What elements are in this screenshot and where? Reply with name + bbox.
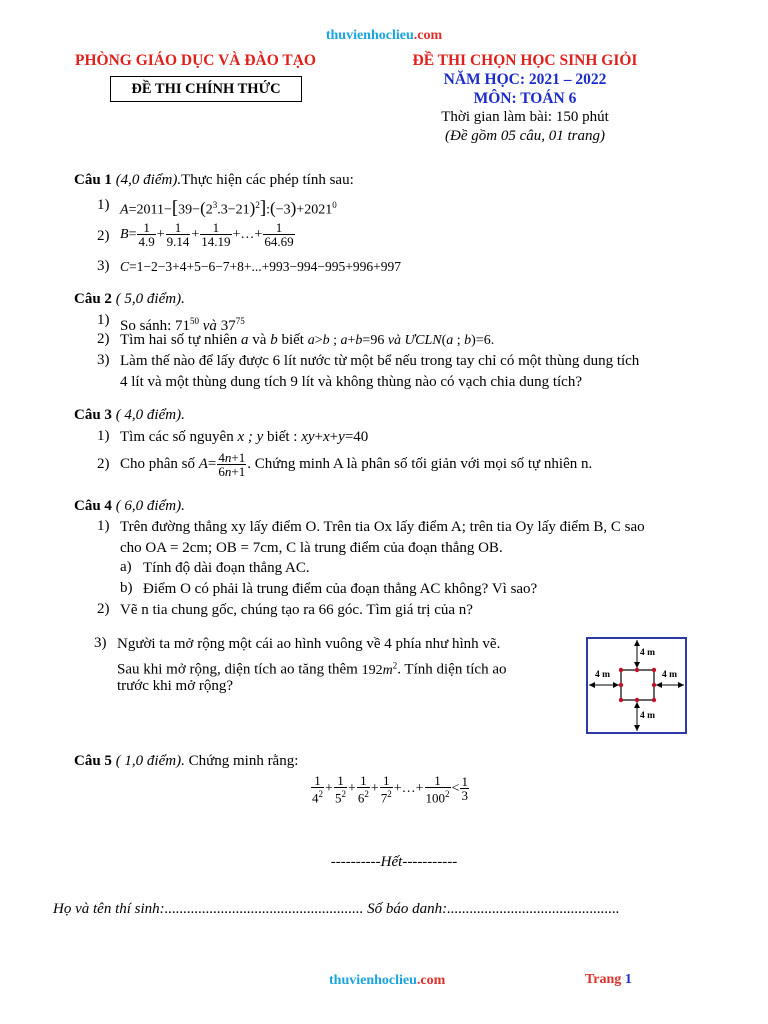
q5-heading xyxy=(74,752,298,770)
q2-item3-line1: Làm thế nào để lấy được 6 lít nước từ một bể nếu trong tay chỉ có một thùng dung tích xyxy=(120,353,640,369)
site-header[interactable] xyxy=(0,27,768,44)
q3-heading xyxy=(74,406,185,424)
pond-figure-svg xyxy=(586,637,687,734)
q5-expr: $\frac{1}{4^2}$ + $\frac{1}{5^2}$ + $\frac{1}{6^2}$ + $\frac{1}{7^2}$ +…+ $\frac{1}{100^2}$ < $\frac{1}{3}$ xyxy=(312,772,468,805)
q5-text: Chứng minh rằng: xyxy=(188,753,299,769)
q4-item1-number: 1) xyxy=(97,518,110,534)
q1-item1-expr: $A=2011-[39-(2^3.3-21)^2]:(-3)+2021^0$ xyxy=(120,197,337,219)
q4-points: ( 6,0 điểm). xyxy=(115,498,185,514)
q2-label: Câu 2 xyxy=(74,291,112,307)
q1-heading xyxy=(74,171,354,189)
q4-item3-line3: trước khi mở rộng? xyxy=(117,678,234,694)
page-word: Trang xyxy=(585,972,622,987)
footer-site-part1: thuvienhoclieu xyxy=(329,973,417,988)
q4-item3-number: 3) xyxy=(94,635,107,651)
pond-figure xyxy=(586,637,687,734)
q1-item2-number: 2) xyxy=(97,228,110,244)
figure-label-right: 4 m xyxy=(662,670,678,680)
page-number xyxy=(585,972,632,988)
q4-item1-line1: Trên đường thẳng xy lấy điểm O. Trên tia Ox lấy điểm A; trên tia Oy lấy điểm B, C sao xyxy=(120,519,645,535)
q4-item3-line2: Sau khi mở rộng, diện tích ao tăng thêm $192m^2$. Tính diện tích ao xyxy=(117,660,507,678)
figure-label-bottom: 4 m xyxy=(640,711,656,721)
q4-label: Câu 4 xyxy=(74,498,112,514)
figure-label-top: 4 m xyxy=(640,648,656,658)
q2-item3-number: 3) xyxy=(97,352,110,368)
q1-item3-number: 3) xyxy=(97,258,110,274)
q3-item2-number: 2) xyxy=(97,456,110,472)
q2-points: ( 5,0 điểm). xyxy=(115,291,185,307)
q1-label: Câu 1 xyxy=(74,172,112,188)
q4-item2-number: 2) xyxy=(97,601,110,617)
q3-points: ( 4,0 điểm). xyxy=(115,407,185,423)
footer-site-part2: .com xyxy=(416,973,446,988)
department-name: PHÒNG GIÁO DỤC VÀ ĐÀO TẠO xyxy=(75,52,316,69)
q4-sub-a: Tính độ dài đoạn thẳng AC. xyxy=(143,560,310,576)
q2-item2-text: Tìm hai số tự nhiên a và b biết a>b ; a+b=96 và ƯCLN(a ; b)=6. xyxy=(120,332,495,348)
q3-item2-text: Cho phân số A= $\frac{4n+1}{6n+1}$ . Chứng minh A là phân số tối giản với mọi số tự nhiên n. xyxy=(120,450,593,480)
q3-item1-text: Tìm các số nguyên x ; y biết : xy+x+y=40 xyxy=(120,429,369,445)
exam-title: ĐỀ THI CHỌN HỌC SINH GIỎI xyxy=(412,52,638,69)
q3-item1-number: 1) xyxy=(97,428,110,444)
figure-label-left: 4 m xyxy=(595,670,611,680)
site-name-part1: thuvienhoclieu xyxy=(325,28,414,43)
q2-item3-line2: 4 lít và một thùng dung tích 9 lít và không thùng nào có vạch chia dung tích? xyxy=(120,374,582,390)
q2-item1-number: 1) xyxy=(97,312,110,328)
q4-item2: Vẽ n tia chung gốc, chúng tạo ra 66 góc. Tìm giá trị của n? xyxy=(120,602,473,618)
school-year: NĂM HỌC: 2021 – 2022 xyxy=(443,71,607,88)
q2-item2-number: 2) xyxy=(97,331,110,347)
q4-item3-line1: Người ta mở rộng một cái ao hình vuông về 4 phía như hình vẽ. xyxy=(117,636,501,652)
q4-sub-b-letter: b) xyxy=(120,580,133,596)
q5-label: Câu 5 xyxy=(74,753,112,769)
q2-item1-text: So sánh: $71^{50}$ và $37^{75}$ xyxy=(120,316,245,334)
q4-heading xyxy=(74,497,185,515)
official-label: ĐỀ THI CHÍNH THỨC xyxy=(131,81,281,97)
q3-label: Câu 3 xyxy=(74,407,112,423)
end-mark: ----------Hết----------- xyxy=(330,854,458,870)
candidate-info-line: Họ và tên thí sinh:..................................................... Số báo danh:.............................................. xyxy=(53,901,620,917)
q2-heading xyxy=(74,290,185,308)
exam-time: Thời gian làm bài: 150 phút xyxy=(441,109,609,125)
q4-item1-line2: cho OA = 2cm; OB = 7cm, C là trung điểm của đoạn thẳng OB. xyxy=(120,540,503,556)
q1-item3-expr: C=1−2−3+4+5−6−7+8+...+993−994−995+996+997 xyxy=(120,259,401,274)
q1-item1-number: 1) xyxy=(97,197,110,213)
subject: MÔN: TOÁN 6 xyxy=(473,90,577,107)
page-num: 1 xyxy=(624,972,632,987)
site-name-part2: .com xyxy=(413,28,443,43)
q1-points: (4,0 điểm). xyxy=(115,172,182,188)
q1-item2-expr: B= $\frac{1}{4.9}$ + $\frac{1}{9.14}$ + $\frac{1}{14.19}$ +…+ $\frac{1}{64.69}$ xyxy=(120,220,294,250)
q5-points: ( 1,0 điểm). xyxy=(115,753,185,769)
q4-sub-b: Điểm O có phải là trung điểm của đoạn thẳng AC không? Vì sao? xyxy=(143,581,538,597)
footer-site[interactable] xyxy=(329,972,445,989)
official-box xyxy=(110,76,302,102)
q4-sub-a-letter: a) xyxy=(120,559,132,575)
q1-text: Thực hiện các phép tính sau: xyxy=(181,172,354,188)
pages-note: (Đề gồm 05 câu, 01 trang) xyxy=(445,128,605,144)
